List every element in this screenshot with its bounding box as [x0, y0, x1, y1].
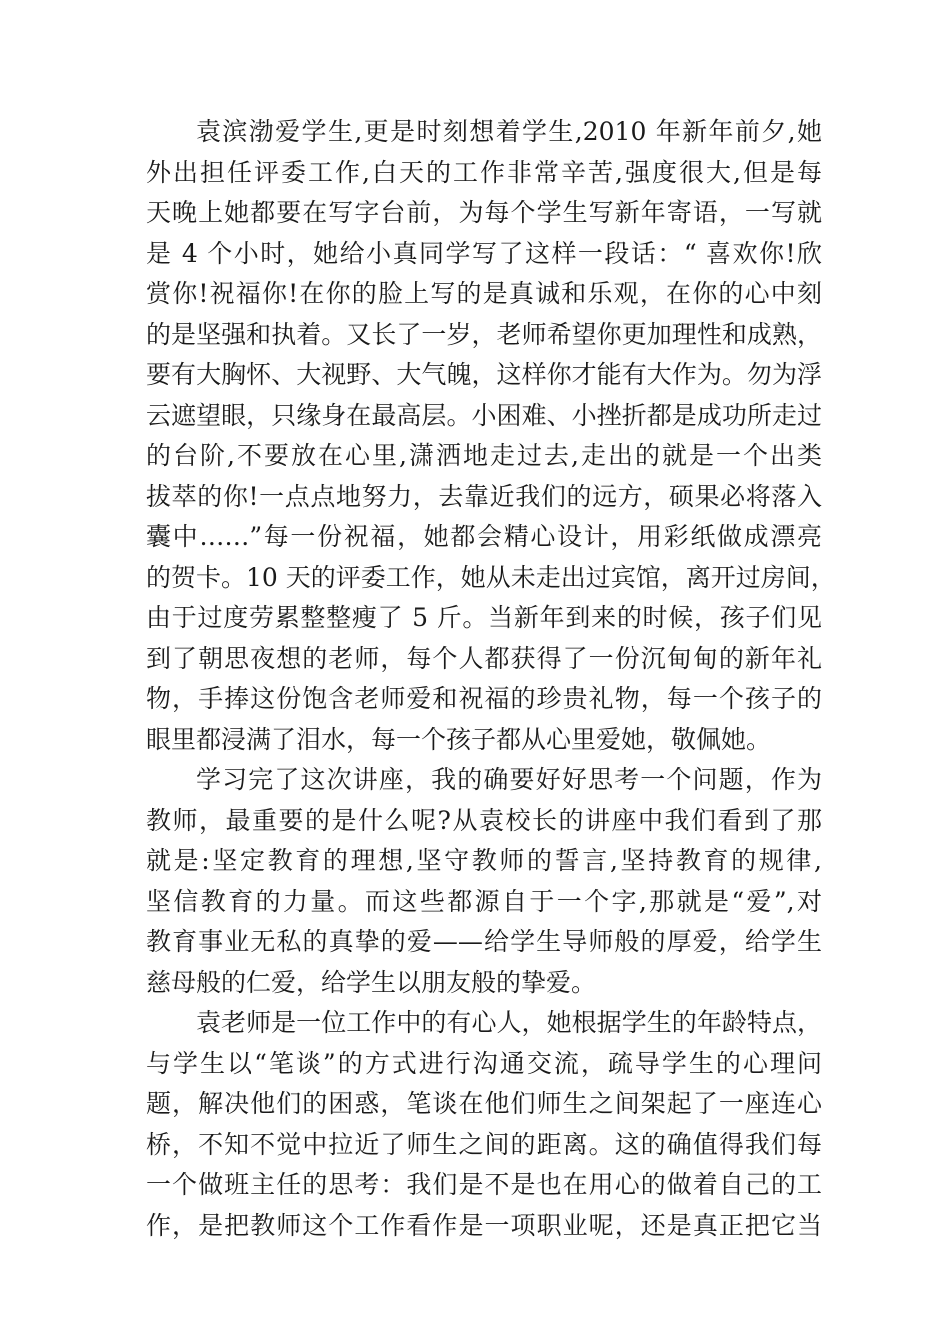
- paragraph-3-line-3: 题，解决他们的困惑，笔谈在他们师生之间架起了一座连心: [146, 1089, 822, 1118]
- paragraph-2-line-1: 学习完了这次讲座，我的确要好好思考一个问题，作为: [196, 765, 822, 794]
- paragraph-3-line-5: 一个做班主任的思考：我们是不是也在用心的做着自己的工: [146, 1170, 822, 1199]
- paragraph-1-line-3: 天晚上她都要在写字台前，为每个学生写新年寄语，一写就: [146, 198, 822, 227]
- paragraph-3-line-1: 袁老师是一位工作中的有心人，她根据学生的年龄特点，: [196, 1008, 822, 1037]
- paragraph-2-line-6: 慈母般的仁爱，给学生以朋友般的挚爱。: [146, 967, 597, 997]
- paragraph-3-line-4: 桥，不知不觉中拉近了师生之间的距离。这的确值得我们每: [146, 1129, 822, 1159]
- paragraph-1-line-4: 是 4 个小时，她给小真同学写了这样一段话：“ 喜欢你!欣: [146, 238, 822, 268]
- paragraph-1-line-7: 要有大胸怀、大视野、大气魄，这样你才能有大作为。勿为浮: [146, 360, 822, 389]
- paragraph-1-line-6: 的是坚强和执着。又长了一岁，老师希望你更加理性和成熟，: [146, 319, 822, 349]
- paragraph-1-line-5: 赏你!祝福你!在你的脸上写的是真诚和乐观，在你的心中刻: [146, 279, 822, 308]
- paragraph-1-line-2: 外出担任评委工作,白天的工作非常辛苦,强度很大,但是每: [146, 157, 822, 187]
- paragraph-2-line-2: 教师，最重要的是什么呢?从袁校长的讲座中我们看到了那: [146, 805, 822, 835]
- paragraph-1-line-11: 囊中……”每一份祝福，她都会精心设计，用彩纸做成漂亮: [146, 522, 822, 551]
- paragraph-1-line-10: 拔萃的你!一点点地努力，去靠近我们的远方，硕果必将落入: [146, 481, 822, 511]
- paragraph-1-line-8: 云遮望眼，只缘身在最高层。小困难、小挫折都是成功所走过: [146, 400, 822, 430]
- paragraph-2-line-4: 坚信教育的力量。而这些都源自于一个字,那就是“爱”,对: [146, 886, 822, 916]
- paragraph-1-line-13: 由于过度劳累整整瘦了 5 斤。当新年到来的时候，孩子们见: [146, 603, 822, 632]
- paragraph-2-line-5: 教育事业无私的真挚的爱——给学生导师般的厚爱，给学生: [146, 927, 822, 956]
- paragraph-1-line-1: 袁滨渤爱学生,更是时刻想着学生,2010 年新年前夕,她: [196, 117, 822, 146]
- body-text: [146, 112, 836, 1246]
- paragraph-1-line-16: 眼里都浸满了泪水，每一个孩子都从心里爱她，敬佩她。: [146, 724, 772, 754]
- paragraph-1-line-9: 的台阶,不要放在心里,潇洒地走过去,走出的就是一个出类: [146, 441, 822, 470]
- paragraph-1-line-12: 的贺卡。10 天的评委工作，她从未走出过宾馆，离开过房间，: [146, 562, 836, 592]
- paragraph-1-line-14: 到了朝思夜想的老师，每个人都获得了一份沉甸甸的新年礼: [146, 643, 822, 673]
- paragraph-2-line-3: 就是:坚定教育的理想,坚守教师的誓言,坚持教育的规律,: [146, 846, 822, 875]
- paragraph-1-line-15: 物，手捧这份饱含老师爱和祝福的珍贵礼物，每一个孩子的: [146, 684, 822, 713]
- paragraph-3-line-2: 与学生以“笔谈”的方式进行沟通交流，疏导学生的心理问: [146, 1048, 822, 1078]
- paragraph-3-line-6: 作，是把教师这个工作看作是一项职业呢，还是真正把它当: [146, 1210, 822, 1240]
